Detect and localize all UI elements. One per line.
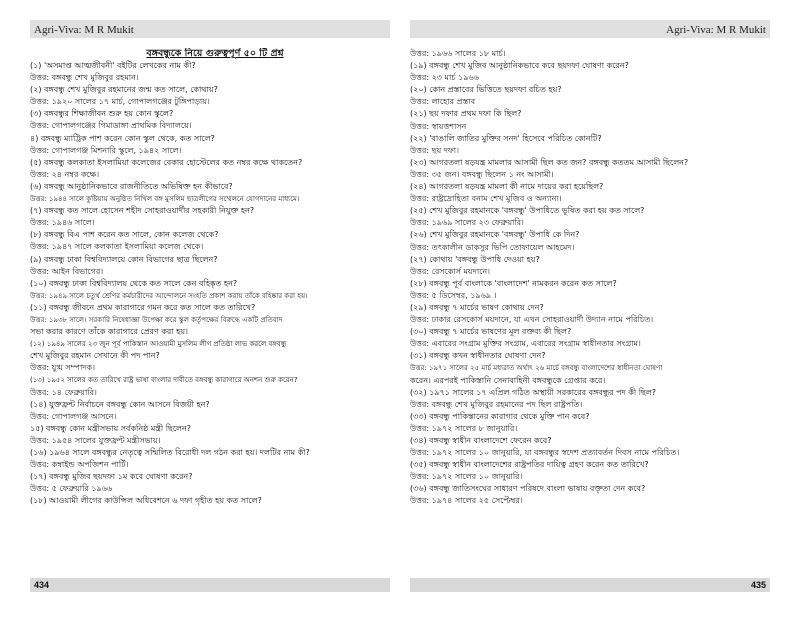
page-title: বঙ্গবন্ধুকে নিয়ে গুরুত্বপূর্ণ ৫০ টি প্রশ্ন xyxy=(146,48,284,59)
right-page-lines xyxy=(410,48,780,508)
answer-line: উত্তর: ১৯৪৪ সালে কুষ্টিয়ায় অনুষ্ঠিত নিখিল বঙ্গ মুসলিম ছাত্রলীগের সম্মেলনে যোগদানের মাধ্যমে। xyxy=(30,195,300,204)
answer-line: উত্তর: ১৯৭২ সালের ১০ জানুয়ারি, যা বঙ্গবন্ধুর স্বদেশ প্রত্যাবর্তন দিবস নামে পরিচিত। xyxy=(410,448,680,458)
question-line: (৩৬) বঙ্গবন্ধু জাতিসংঘের সাধারণ পরিষদে বাংলা ভাষায় বক্তৃতা দেন কবে? xyxy=(410,484,646,494)
question-line: (২৯) বঙ্গবন্ধু ৭ মার্চের ভাষণ কোথায় দেন? xyxy=(410,302,544,312)
answer-line: উত্তর: লাহোর প্রস্তাব xyxy=(410,97,476,107)
right-footer xyxy=(410,578,770,592)
question-line: (১৯) বঙ্গবন্ধু শেখ মুজিব আনুষ্ঠানিকভাবে কবে ছয়দফা ঘোষণা করেন? xyxy=(410,61,629,71)
question-line: করেন। এরপরই পাকিস্তানি সেনাবাহিনী বঙ্গবন্ধুকে গ্রেপ্তার করে। xyxy=(410,375,606,385)
answer-line: উত্তর: ১৯৭৪ সালের ২৫ সেপ্টেম্বর। xyxy=(410,496,523,506)
answer-line: উত্তর: গোপালগঞ্জ আসনে। xyxy=(30,411,117,421)
left-page-lines xyxy=(30,60,400,507)
answer-line: উত্তর: ২৩ মার্চ ১৯৬৬ xyxy=(410,73,479,83)
answer-line: উত্তর: ঢাকার রেসকোর্স ময়দানে, যা এখন সোহরাওয়ার্দী উদ্যান নামে পরিচিত। xyxy=(410,315,654,325)
question-line: ৪) বঙ্গবন্ধু ম্যাট্রিক পাশ করেন কোন স্কুল থেকে, কত সালে? xyxy=(30,133,215,143)
answer-line: উত্তর: ৫ ফেব্রুয়ারি ১৯৬৬ xyxy=(30,484,113,494)
answer-line: উত্তর: ১৯৫৪ সালের যুক্তফ্রন্ট মন্ত্রীসভায়। xyxy=(30,435,161,445)
question-line: (২৭) কোথায় 'বঙ্গবন্ধু উপাধি দেওয়া হয়? xyxy=(410,254,540,264)
answer-line: উত্তর: ১৯৭২ সালের ১০ জানুয়ারি। xyxy=(410,472,523,482)
question-line: (২০) কোন প্রস্তাবের ভিত্তিতে ছয়দফা রচিত হয়? xyxy=(410,85,562,95)
question-line: (২৫) শেখ মুজিবুর রহমানকে 'বঙ্গবন্ধু' উপাধিতে ভূষিত করা হয় কত সালে? xyxy=(410,206,645,216)
answer-line: উত্তর: এবারের সংগ্রাম মুক্তির সংগ্রাম, এবারের সংগ্রাম স্বাধীনতার সংগ্রাম। xyxy=(410,339,641,349)
answer-line: উত্তর: যুগ্ম সম্পাদক। xyxy=(30,363,95,373)
answer-line: উত্তর: ১৯৬৯ সালের ২৩ ফেব্রুয়ারি। xyxy=(410,218,524,228)
question-line: (২২) 'বাঙালি জাতির মুক্তির সনদ' হিসেবে পরিচিত কোনটি? xyxy=(410,133,602,143)
question-line: (৬) বঙ্গবন্ধু আনুষ্ঠানিকভাবে রাজনীতিতে অভিষিক্ত হন কীভাবে? xyxy=(30,181,233,191)
question-line: (১১) বঙ্গবন্ধু জীবনে প্রথম কারাগারে গমন করে কত সালে কত তারিখে? xyxy=(30,302,256,312)
question-line: (২৬) শেখ মুজিবুর রহমানকে 'বঙ্গবন্ধু' উপাধি কে দিন? xyxy=(410,230,580,240)
left-running-header xyxy=(30,20,390,38)
question-line: (১৭) বঙ্গবন্ধু মুজিব ছয়দফা ১ম কবে ঘোষণা করেন? xyxy=(30,472,193,482)
left-page xyxy=(30,48,400,568)
question-line: (৩৫) বঙ্গবন্ধু স্বাধীন বাংলাদেশের রাষ্ট্রপতির দায়িত্ব গ্রহণ করেন কত তারিখে? xyxy=(410,460,649,470)
answer-line: উত্তর: ১৯৪৬ সালে। xyxy=(30,218,95,228)
answer-line: উত্তর: ১৯৬৬ সালের ১৮ মার্চ। xyxy=(410,49,506,58)
question-line: ১৫) বঙ্গবন্ধু কোন মন্ত্রীসভায় সর্বকনিষ্ঠ মন্ত্রী ছিলেন? xyxy=(30,423,192,433)
question-line: (১) 'অসমাপ্ত আত্মজীবনী' বইটির লেখকের নাম কী? xyxy=(30,61,196,70)
answer-line: উত্তর: ছয় দফা। xyxy=(410,145,459,155)
question-line: (৩১) বঙ্গবন্ধু কখন স্বাধীনতার ঘোষণা দেন? xyxy=(410,351,546,361)
answer-line: উত্তর: ১৯৭২ সালের ৮ জানুয়ারি। xyxy=(410,423,518,433)
answer-line: উত্তর: ৫ ডিসেম্বর, ১৯৬৯ । xyxy=(410,290,497,300)
question-line: (১৮) আওয়ামী লীগের কাউন্সিল অধিবেশনে ৬ দফা গৃহীত হয় কত সালে? xyxy=(30,496,262,506)
question-line: (৯) বঙ্গবন্ধু ঢাকা বিশ্ববিদ্যালয়ে কোন বিভাগের ছাত্র ছিলেন? xyxy=(30,254,218,264)
question-line: (২৮) বঙ্গবন্ধু পূর্ব বাংলাকে 'বাংলাদেশ' নামকরন করেন কত সালে? xyxy=(410,278,617,288)
answer-line: উত্তর: স্বায়ত্তশাসন xyxy=(410,121,467,131)
question-line: (১৬) ১৯৬৪ সালে বঙ্গবন্ধুর নেতৃত্বে সম্মিলিত বিরোধী দল গঠন করা হয়। দলটির নাম কী? xyxy=(30,448,310,457)
answer-line: উত্তর: ১৯৪৭ সালে কলকাতা ইসলামিয়া কলেজ থেকে। xyxy=(30,242,204,252)
question-line: (৫) বঙ্গবন্ধু কলকাতা ইসলামিয়া কলেজের বেকার হোস্টেলের কত নম্বর কক্ষে থাকতেন? xyxy=(30,157,303,167)
answer-line: উত্তর: বঙ্গবন্ধু শেখ মুজিবুর রহমান। xyxy=(30,73,139,83)
right-page xyxy=(410,48,780,568)
answer-line: উত্তর: গোপালগঞ্জ মিশনারি স্কুলে, ১৯৪২ সালে। xyxy=(30,145,182,155)
answer-line: উত্তর: গোপালগঞ্জের গিমাডাঙ্গা প্রাথমিক বিদ্যালয়ে। xyxy=(30,121,192,131)
answer-line: উত্তর: ৩৫ জন। বঙ্গবন্ধু ছিলেন ১ নং আসামী। xyxy=(410,169,554,179)
answer-line: উত্তর: রেসকোর্স ময়দানে। xyxy=(410,266,491,276)
question-line: সভা করার কারণে তাঁকে কারাগারে প্রেরণ করা হয়। xyxy=(30,327,188,337)
question-line: (৩৪) বঙ্গবন্ধু স্বাধীন বাংলাদেশে ফেরেন কবে? xyxy=(410,436,552,445)
answer-line: উত্তর: বঙ্গবন্ধু শেখ মুজিবুর রহমানের পদ ছিল রাষ্ট্রপতি। xyxy=(410,399,583,409)
right-running-header xyxy=(410,20,770,38)
question-line: (২) বঙ্গবন্ধু শেখ মুজিবুর রহমানের জন্ম কত সালে, কোথায়? xyxy=(30,85,218,95)
question-line: (৩৩) বঙ্গবন্ধু পাকিস্তানের কারাগার থেকে মুক্তি পান কবে? xyxy=(410,411,590,421)
question-line: (৮) বঙ্গবন্ধু বিএ পাশ করেন কত সালে, কোন কলেজ থেকে? xyxy=(30,230,219,240)
question-line: (২১) ছয় দফার প্রথম দফা কি ছিল? xyxy=(410,109,522,119)
right-page-number: 435 xyxy=(750,580,766,590)
answer-line: উত্তর: ১৪ ফেব্রুয়ারি। xyxy=(30,387,97,397)
question-line: (২৩) আগরতলা ষড়যন্ত্র মামলার আসামী ছিল কত জন? বঙ্গবন্ধু কততম আসামী ছিলেন? xyxy=(410,157,689,167)
question-line: (১৩) ১৯৫২ সালের কত তারিখে রাষ্ট্র ভাষা বাংলার দাবীতে বঙ্গবন্ধু কারাগারে অনশন শুরু করেন? xyxy=(30,376,298,385)
right-header-title: Agri-Viva: M R Mukit xyxy=(666,24,766,36)
answer-line: উত্তর: ২৪ নম্বর কক্ষে। xyxy=(30,169,100,179)
answer-line: উত্তর: কম্বাইন্ড অপজিশন পার্টি। xyxy=(30,460,129,470)
question-line: (৩০) বঙ্গবন্ধু ৭ মার্চের ভাষণের মূল বক্তব্য কী ছিল? xyxy=(410,327,572,337)
left-header-title: Agri-Viva: M R Mukit xyxy=(34,24,134,36)
question-line: (৩) বঙ্গবন্ধুর শিক্ষাজীবন শুরু হয় কোন স্কুলে? xyxy=(30,109,174,119)
answer-line: উত্তর: ১৯৭১ সালের ২৫ মার্চ মধ্যরাত অর্থাৎ ২৬ মার্চে বঙ্গবন্ধু বাংলাদেশের স্বাধীনতা ঘোষণা xyxy=(410,364,663,373)
left-page-number: 434 xyxy=(34,580,50,590)
answer-line: উত্তর: ১৯৩৮ সালে। সরকারি নিষেধাজ্ঞা উপেক্ষা করে স্কুল কর্তৃপক্ষের বিরুদ্ধে একটি প্রতিবাদ xyxy=(30,315,283,324)
question-line: (১৪) যুক্তফ্রন্ট নির্বাচনে বঙ্গবন্ধু কোন আসনে বিজয়ী হন? xyxy=(30,399,210,409)
question-line: (১২) ১৯৪৯ সালের ২৩ জুন পূর্ব পাকিস্তান আওয়ামী মুসলিম লীগ প্রতিষ্ঠা লাভ করলে বঙ্গবন্ধু xyxy=(30,340,287,349)
answer-line: উত্তর: তৎকালীন ডাকসুর ভিপি তোফায়েল আহমেদ। xyxy=(410,242,575,252)
answer-line: উত্তর: রাষ্ট্রদ্রোহিতা বনাম শেখ মুজিব ও অন্যান্য। xyxy=(410,194,562,204)
answer-line: উত্তর: আইন বিভাগের। xyxy=(30,266,104,276)
answer-line: উত্তর: ১৯২০ সালের ১৭ মার্চ, গোপালগঞ্জের টুঙ্গিপাড়ায়। xyxy=(30,97,210,107)
question-line: (১০) বঙ্গবন্ধু ঢাকা বিশ্ববিদ্যালয় থেকে কত সালে কেন বহিষ্কৃত হন? xyxy=(30,278,238,288)
question-line: শেখ মুজিবুর রহমান সেখানে কী পদ পান? xyxy=(30,351,160,361)
left-footer xyxy=(30,578,390,592)
question-line: (৭) বঙ্গবন্ধু কত সালে হোসেন শহীদ সোহরাওয়ার্দীর সহকারী নিযুক্ত হন? xyxy=(30,206,255,216)
question-line: (৩২) ১৯৭১ সালের ১৭ এপ্রিল গঠিত অস্থায়ী সরকারের বঙ্গবন্ধুর পদ কী ছিল? xyxy=(410,387,657,397)
answer-line: উত্তর: ১৯৪৯ সালে চতুর্থ শ্রেণির কর্মচারীদের আন্দোলনে সংহতি প্রকাশ করায় তাঁকে বহিষ্কার করা হয়। xyxy=(30,291,308,300)
question-line: (২৪) আগরতলা ষড়যন্ত্র মামলা কী নামে দায়ের করা হয়েছিল? xyxy=(410,182,604,192)
